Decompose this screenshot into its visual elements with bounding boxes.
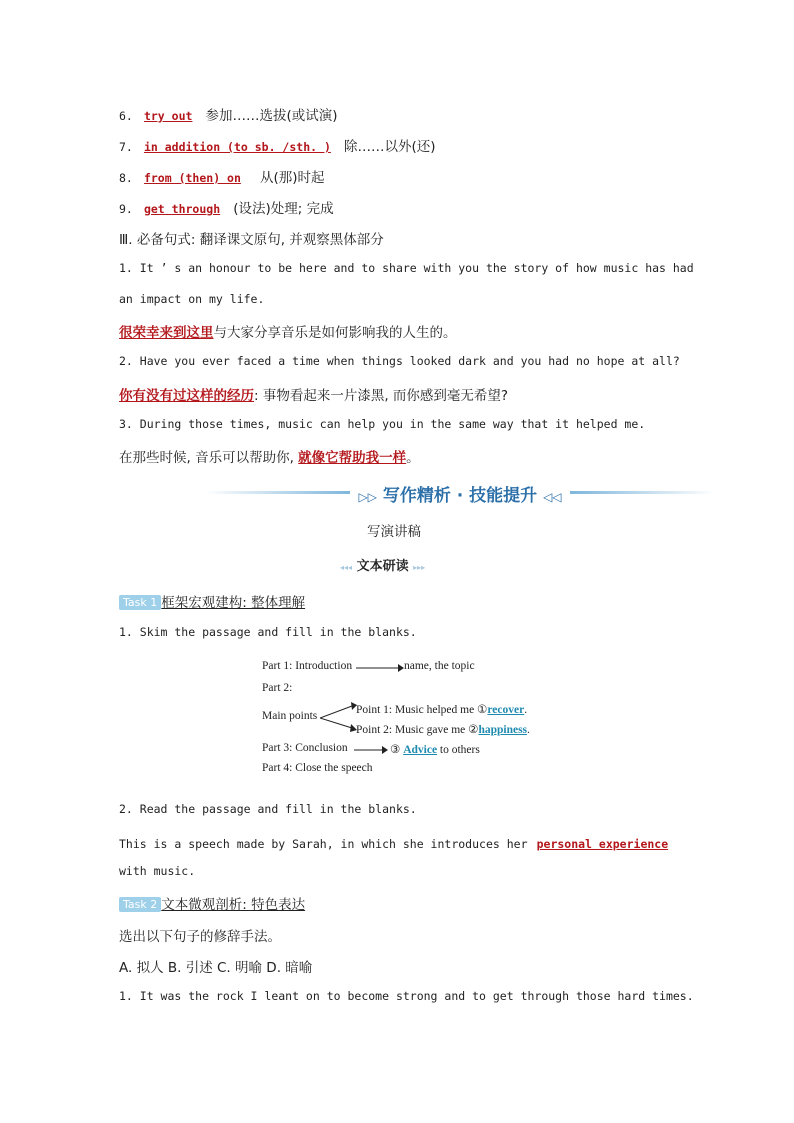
section-subtitle: 写演讲稿 — [367, 524, 421, 540]
sentence-english: 2. Have you ever faced a time when things looked dark and you had no hope at all? — [119, 354, 680, 368]
answer-phrase: try out — [143, 109, 193, 123]
speech-structure-diagram — [258, 656, 558, 784]
question: 2. Read the passage and fill in the blanks. — [119, 802, 417, 816]
instruction: 选出以下句子的修辞手法。 — [119, 929, 281, 945]
task-header — [119, 591, 305, 611]
vocab-item — [119, 197, 334, 217]
arrow-icon — [354, 744, 388, 756]
sentence-translation — [119, 321, 457, 341]
point1: Point 1: Music helped me ①recover. — [356, 704, 528, 716]
part1-target: name, the topic — [404, 660, 475, 672]
task-title: 框架宏观建构: 整体理解 — [161, 595, 306, 611]
banner-right-line — [570, 491, 715, 494]
section-banner — [205, 479, 715, 505]
phrase-meaning: 从(那)时起 — [259, 170, 325, 186]
translation-answer: 很荣幸来到这里 — [119, 325, 214, 341]
banner-title: ▷▷ 写作精析 · 技能提升 ◁◁ — [358, 486, 562, 506]
point2: Point 2: Music gave me ②happiness. — [356, 724, 530, 736]
banner-left-line — [205, 491, 350, 494]
task-badge: Task 1 — [119, 595, 161, 610]
vocab-item — [119, 135, 436, 155]
answer-phrase: in addition (to sb. /sth. ) — [143, 140, 331, 154]
part3-label: Part 3: Conclusion — [262, 742, 348, 754]
point1-answer: recover — [487, 704, 525, 716]
translation-text: : 事物看起来一片漆黑, 而你感到毫无希望? — [254, 388, 509, 404]
phrase-meaning: 除……以外(还) — [343, 139, 436, 155]
answer-phrase: get through — [143, 202, 221, 216]
phrase-meaning: (设法)处理; 完成 — [233, 201, 334, 217]
question: 1. Skim the passage and fill in the blanks. — [119, 625, 417, 639]
sentence-translation — [119, 384, 508, 404]
translation-text: 与大家分享音乐是如何影响我的人生的。 — [213, 325, 457, 341]
translation-text: 在那些时候, 音乐可以帮助你, — [119, 450, 299, 466]
part3-target: ③ Advice to others — [390, 744, 480, 756]
options: A. 拟人 B. 引述 C. 明喻 D. 暗喻 — [119, 960, 313, 976]
sentence-english: 1. It ’ s an honour to be here and to share with you the story of how music has had — [119, 261, 694, 275]
part2-label: Part 2: — [262, 682, 293, 694]
task-title: 文本微观剖析: 特色表达 — [161, 897, 306, 913]
item-number: 9. — [119, 202, 133, 216]
sentence-translation — [119, 446, 420, 466]
part3-answer: Advice — [403, 744, 438, 756]
arrow-icon — [356, 662, 404, 674]
item-number: 7. — [119, 140, 133, 154]
part4-label: Part 4: Close the speech — [262, 762, 373, 774]
fill-sentence: This is a speech made by Sarah, in which she introduces her personal experience — [119, 837, 669, 851]
double-arrow-left-icon: ◁◁ — [543, 490, 562, 504]
vocab-item — [119, 104, 338, 124]
translation-answer: 就像它帮助我一样 — [298, 450, 407, 466]
arrows-left-icon: ◂◂◂ — [340, 563, 353, 572]
fill-sentence-cont: with music. — [119, 864, 196, 878]
point2-answer: happiness — [478, 724, 528, 736]
answer-phrase: from (then) on — [143, 171, 241, 185]
task-header — [119, 893, 305, 913]
translation-text: 。 — [406, 450, 420, 466]
subheading: ◂◂◂ 文本研读 ▸▸▸ — [340, 559, 426, 574]
sentence-english: 1. It was the rock I leant on to become strong and to get through those hard times. — [119, 989, 694, 1003]
double-arrow-right-icon: ▷▷ — [358, 490, 377, 504]
phrase-meaning: 参加……选拔(或试演) — [205, 108, 338, 124]
vocab-item — [119, 166, 325, 186]
item-number: 6. — [119, 109, 133, 123]
translation-answer: 你有没有过这样的经历 — [119, 388, 254, 404]
main-points-label: Main points — [262, 710, 318, 722]
task-badge: Task 2 — [119, 897, 161, 912]
sentence-english-cont: an impact on my life. — [119, 292, 265, 306]
arrows-right-icon: ▸▸▸ — [413, 563, 426, 572]
section-title: Ⅲ. 必备句式: 翻译课文原句, 并观察黑体部分 — [119, 232, 384, 248]
sentence-english: 3. During those times, music can help you in the same way that it helped me. — [119, 417, 646, 431]
branch-arrows-icon — [320, 700, 358, 736]
item-number: 8. — [119, 171, 133, 185]
answer-phrase: personal experience — [536, 837, 669, 851]
part1-label: Part 1: Introduction — [262, 660, 353, 672]
